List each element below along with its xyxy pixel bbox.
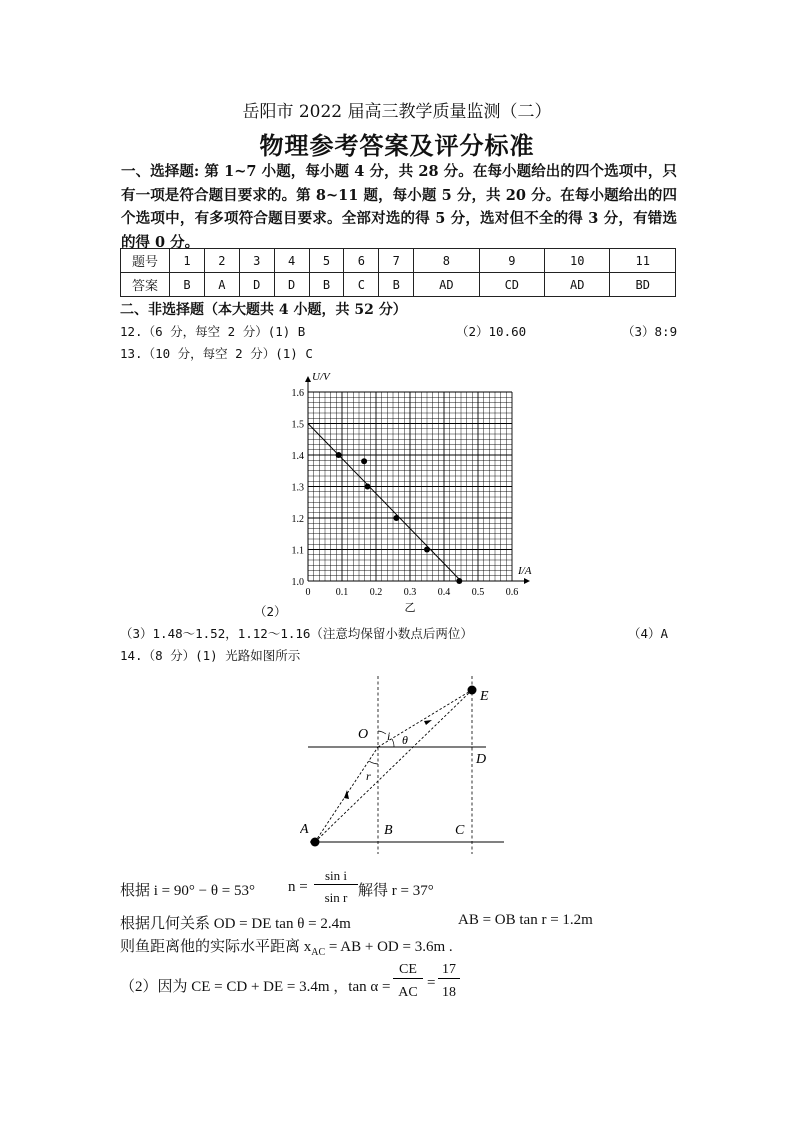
solution-line-1b-n: n = <box>288 879 308 895</box>
answer-cell: B <box>379 273 414 297</box>
point-a <box>311 838 320 847</box>
solution-line-3-text: 则鱼距离他的实际水平距离 x <box>120 939 312 955</box>
x-tick-label: 0.3 <box>403 587 417 598</box>
question-number: 6 <box>344 249 379 273</box>
y-axis-label: U/V <box>312 371 330 383</box>
chart-axes <box>305 376 530 584</box>
label-c: C <box>455 823 465 838</box>
y-tick-label: 1.2 <box>291 514 304 525</box>
data-point <box>393 515 399 521</box>
q12-answer-1: 12.（6 分，每空 2 分）(1) B <box>120 324 306 339</box>
label-i: i <box>387 729 391 743</box>
y-tick-label: 1.4 <box>291 451 304 462</box>
fraction-17: 17 <box>438 962 460 979</box>
q13-answer-1: 13.（10 分，每空 2 分）(1) C <box>120 346 313 361</box>
answer-cell: CD <box>479 273 544 297</box>
y-tick-labels <box>292 388 305 588</box>
answer-cell: D <box>239 273 274 297</box>
data-point <box>365 484 371 490</box>
question-number: 2 <box>204 249 239 273</box>
question-number: 5 <box>309 249 344 273</box>
label-o: O <box>358 727 369 742</box>
q13-answer-2-label: （2） <box>254 604 287 619</box>
data-point <box>456 578 462 584</box>
fraction-18: 18 <box>442 985 456 1000</box>
label-e: E <box>480 689 489 704</box>
x-axis-label: I/A <box>518 565 532 577</box>
x-tick-label: 0.5 <box>471 587 485 598</box>
label-a: A <box>300 822 309 837</box>
solution-line-2b: AB = OB tan r = 1.2m <box>458 912 593 928</box>
q13-answer-4: （4）A <box>628 626 669 641</box>
optics-diagram <box>300 668 510 858</box>
x-tick-labels <box>306 587 519 598</box>
ui-graph <box>278 366 548 616</box>
question-number: 8 <box>414 249 479 273</box>
q14-answer-1: 14.（8 分）(1) 光路如图所示 <box>120 648 301 663</box>
answer-cell: AD <box>545 273 610 297</box>
equals-sign: = <box>427 975 436 991</box>
label-b: B <box>384 823 393 838</box>
y-tick-label: 1.6 <box>291 388 304 399</box>
answer-cell: B <box>309 273 344 297</box>
y-tick-label: 1.5 <box>291 419 304 431</box>
section1-instructions: 一、选择题: 第 1~7 小题，每小题 4 分，共 28 分。在每小题给出的四个选项中，只有一项是符合题目要求的。第 8~11 题，每小题 5 分，共 20 分。在每小题给出的四个选项中，有多项符合题目要求。全部对选的得 5 分，选对但不全的得 3 分，有错选的得 0 分。 <box>121 163 677 251</box>
answer-table <box>120 248 676 297</box>
angle-r-arc <box>369 761 378 764</box>
question-number: 7 <box>379 249 414 273</box>
section2-heading: 二、非选择题（本大题共 4 小题，共 52 分） <box>120 302 407 318</box>
x-tick-label: 0.2 <box>369 587 383 598</box>
answer-table-answer-row <box>121 273 676 297</box>
chart-caption: 乙 <box>404 601 416 614</box>
solution-line-3-sub: AC <box>311 947 326 958</box>
data-point <box>424 547 430 553</box>
answer-cell: A <box>204 273 239 297</box>
y-tick-label: 1.3 <box>291 482 304 494</box>
solution-line-4a: （2）因为 CE = CD + DE = 3.4m ，tan α = <box>120 979 391 995</box>
arrow-icon <box>424 720 432 725</box>
fraction-sin-i: sin i <box>314 868 358 885</box>
apparent-ray <box>315 690 472 842</box>
q12-answer-3: （3）8:9 <box>622 324 678 339</box>
answer-cell: BD <box>610 273 676 297</box>
y-tick-label: 1.0 <box>291 577 304 588</box>
y-tick-label: 1.1 <box>291 545 304 557</box>
question-number: 1 <box>170 249 205 273</box>
answer-table-number-row <box>121 249 676 273</box>
label-theta: θ <box>402 733 408 747</box>
x-axis-arrow <box>524 578 530 584</box>
solution-line-1a: 根据 i = 90° − θ = 53° <box>120 883 255 899</box>
label-r: r <box>366 769 371 783</box>
data-point <box>336 452 342 458</box>
answer-cell: B <box>170 273 205 297</box>
solution-line-1b-tail: 解得 r = 37° <box>358 883 434 899</box>
fraction-ce: CE <box>393 962 423 979</box>
x-tick-label: 0.6 <box>505 587 519 598</box>
solution-line-2a: 根据几何关系 OD = DE tan θ = 2.4m <box>120 916 351 932</box>
answer-cell: AD <box>414 273 479 297</box>
point-e <box>468 686 477 695</box>
angle-i-arc <box>378 731 386 734</box>
answer-table-answer-label: 答案 <box>121 273 170 297</box>
y-axis-arrow <box>305 376 311 382</box>
x-tick-label: 0.4 <box>437 587 451 598</box>
solution-line-3-tail: = AB + OD = 3.6m . <box>325 939 453 955</box>
incident-ray <box>378 690 472 747</box>
x-tick-label: 0 <box>305 587 311 598</box>
question-number: 11 <box>610 249 676 273</box>
answer-table-header-label: 题号 <box>121 249 170 273</box>
fraction-sin-r: sin r <box>324 890 348 905</box>
answer-cell: C <box>344 273 379 297</box>
document-subtitle: 物理参考答案及评分标准 <box>259 131 535 160</box>
answer-cell: D <box>274 273 309 297</box>
question-number: 9 <box>479 249 544 273</box>
question-number: 4 <box>274 249 309 273</box>
angle-theta-arc <box>392 739 394 747</box>
data-point <box>361 458 367 464</box>
fraction-ac: AC <box>398 985 418 1000</box>
q13-answer-3: （3）1.48～1.52，1.12～1.16（注意均保留小数点后两位） <box>120 626 473 641</box>
question-number: 10 <box>545 249 610 273</box>
solution-line-3 <box>120 935 453 958</box>
question-number: 3 <box>239 249 274 273</box>
document-title: 岳阳市 2022 届高三教学质量监测（二） <box>242 102 552 122</box>
label-d: D <box>476 752 487 767</box>
q12-answer-2: （2）10.60 <box>456 324 527 339</box>
chart-grid <box>308 392 512 581</box>
x-tick-label: 0.1 <box>335 587 349 598</box>
